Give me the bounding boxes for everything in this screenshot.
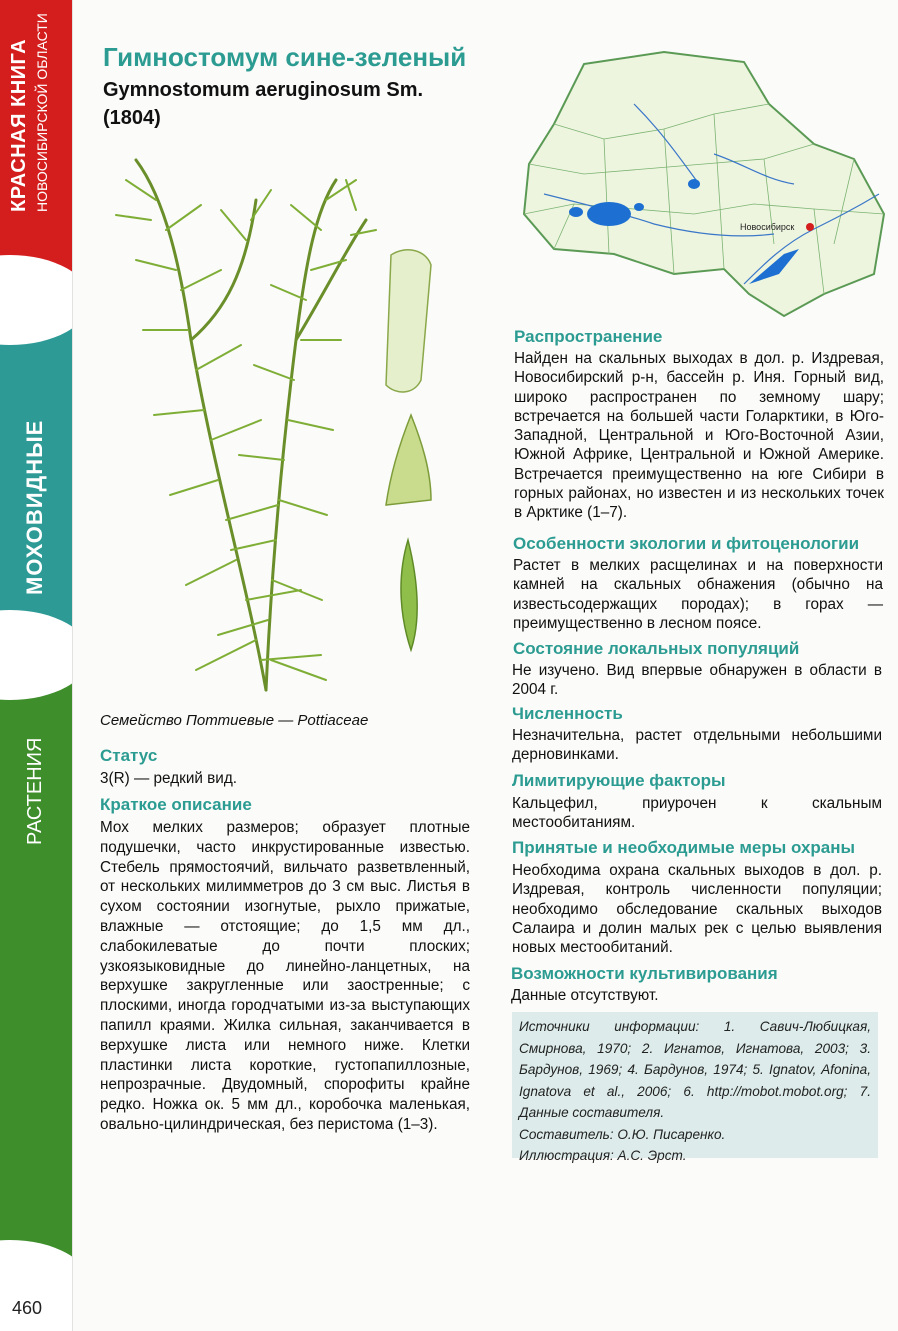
- book-title: КРАСНАЯ КНИГА: [8, 38, 30, 212]
- book-subtitle: НОВОСИБИРСКОЙ ОБЛАСТИ: [34, 13, 50, 212]
- city-label: Новосибирск: [740, 222, 795, 232]
- sidebar-curve: [0, 610, 73, 700]
- protection-heading: Принятые и необходимые меры охраны: [512, 838, 856, 857]
- populations-text: Не изучено. Вид впервые обнаружен в области в 2004 г.: [512, 662, 882, 699]
- description-text: Мох мелких размеров; образует плотные подушечки, часто инкрустированные известью. Стебель прямостоячий, вильчато разветвленный, от нескольких милимметров до 3 см выс. Листья в сухом состоянии изогнутые, рыхло прижатые, влажные — отстоящие; до 1,5 мм дл., слабокилеватые до почти плоских; узкоязыковидные до линейно-ланцетных, на верхушке закругленные или заостренные; с плоскими, иногда городчатыми из-за выступающих папилл краями. Жилка сильная, заканчивается в верхушке листа или немного ниже. Клетки пластинки листа короткие, густопапиллозные, непрозрачные. Двудомный, спорофиты крайне редко. Ножка ок. 5 мм дл., коробочка маленькая, овально-цилиндрическая, без перистома (1–3).: [100, 819, 470, 1133]
- latin-line-2: (1804): [103, 107, 161, 129]
- ecology-text: Растет в мелких расщелинах и на поверхности камней на скальных обнажения (обычно на известьсодержащих породах); в горах — преимущественно в лесном поясе.: [513, 557, 883, 632]
- sources-box: [512, 1012, 878, 1163]
- moss-stem: [266, 180, 336, 690]
- description-heading: Краткое описание: [100, 795, 252, 814]
- limiting-text: Кальцефил, приурочен к скальным местообитаниям.: [512, 795, 882, 832]
- sources-text: Источники информации: 1. Савич-Любицкая, Смирнова, 1970; 2. Игнатов, Игнатова, 2003; 3. Бардунов, 1969; 4. Бардунов, 1974; 5. Ignatov, Afonina, Ignatova et al., 2006; 6. http://mobot.mobot.org; 7. Данные составителя.: [519, 1019, 871, 1120]
- sidebar-curve: [0, 255, 73, 345]
- compiler-text: Составитель: О.Ю. Писаренко.: [519, 1126, 726, 1142]
- moss-stem: [191, 200, 256, 340]
- illustration-credit: Иллюстрация: А.С. Эрст.: [519, 1148, 687, 1163]
- distribution-map: [514, 44, 888, 320]
- populations-heading: Состояние локальных популяций: [513, 639, 800, 658]
- category-label: РАСТЕНИЯ: [24, 737, 46, 845]
- sidebar-green-band: [0, 640, 72, 1280]
- latin-line-1: Gymnostomum aeruginosum Sm.: [103, 79, 424, 101]
- distribution-heading: Распространение: [514, 327, 663, 346]
- abundance-text: Незначительна, растет отдельными небольшими дерновинками.: [512, 727, 882, 764]
- species-name-ru: Гимностомум сине-зеленый: [103, 42, 467, 72]
- region-outline: [524, 52, 884, 316]
- book-sidebar: [0, 0, 73, 1331]
- moss-illustration: [96, 140, 466, 710]
- leaf-detail: [401, 540, 417, 650]
- moss-stem: [296, 220, 366, 340]
- species-name-latin: [103, 76, 483, 132]
- status-heading: Статус: [100, 746, 158, 765]
- page-number: 460: [12, 1298, 43, 1318]
- limiting-heading: Лимитирующие факторы: [512, 771, 726, 790]
- cultivation-heading: Возможности культивирования: [511, 964, 778, 983]
- status-text: 3(R) — редкий вид.: [100, 770, 238, 787]
- leaf-detail: [386, 415, 431, 505]
- cultivation-text: Данные отсутствуют.: [511, 987, 659, 1004]
- protection-text: Необходима охрана скальных выходов в дол. р. Издревая, контроль численности популяции; необходимо обследование скальных выходов Салаира и долин малых рек с целью выявления новых местообитаний.: [512, 862, 882, 957]
- family-label: Семейство Поттиевые — Pottiaceae: [100, 712, 369, 729]
- ecology-heading: Особенности экологии и фитоценологии: [513, 534, 860, 553]
- section-label: МОХОВИДНЫЕ: [22, 419, 47, 595]
- city-marker: [806, 223, 814, 231]
- leaf-cell-detail: [386, 250, 431, 392]
- abundance-heading: Численность: [512, 704, 623, 723]
- distribution-text: Найден на скальных выходах в дол. р. Издревая, Новосибирский р-н, бассейн р. Иня. Горный вид, широко распространен по земному шару; встречается на большей части Голарктики, в Юго-Западной, Центральной и Юго-Восточной Азии, Южной Африке, Центральной и Южной Америке. Встречается преимущественно на юге Сибири в горных районах, но известен и из нескольких точек в Арктике (1–7).: [514, 350, 884, 522]
